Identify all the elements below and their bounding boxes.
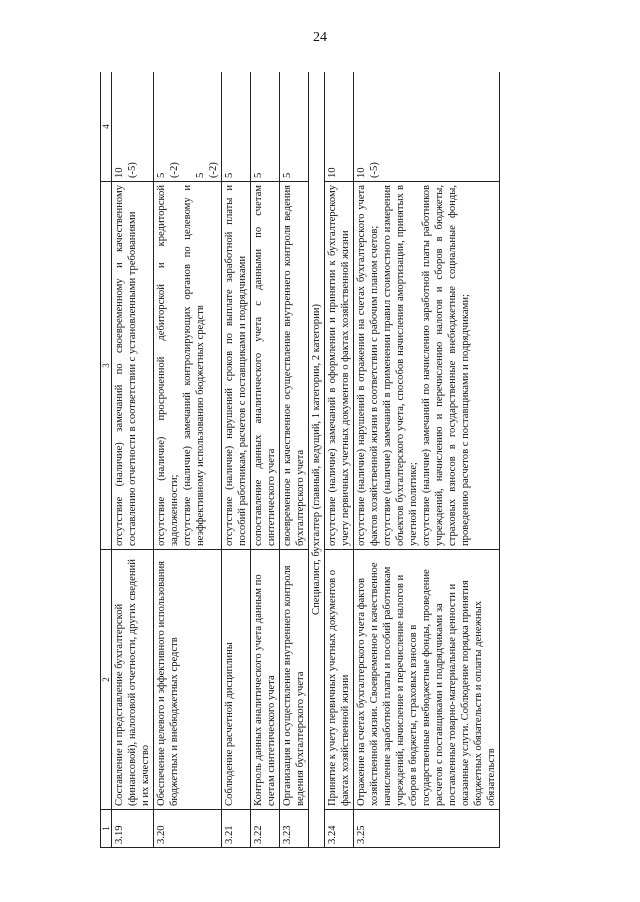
criteria-line: отсутствие (наличие) просроченной дебиторской и кредиторской задолженности; xyxy=(156,185,180,546)
row-number: 3.19 xyxy=(112,810,154,848)
header-cell-3: 3 xyxy=(101,182,112,550)
score-cell xyxy=(325,72,354,182)
score-cell xyxy=(280,72,309,182)
criteria-line: сопоставление данных аналитического учета с данными по счетам синтетического учета xyxy=(253,185,277,546)
score-value: 5 xyxy=(224,172,235,178)
indicator-cell: Принятие к учету первичных учетных документов о фактах хозяйственной жизни xyxy=(325,550,354,810)
indicator-cell: Обеспечение целевого и эффективного использования бюджетных и внебюджетных средств xyxy=(154,550,222,810)
criteria-line: отсутствие (наличие) нарушений в отражении на счетах бухгалтерского учета фактов хозяйственной жизни в соответствии с рабочим планом счетов; xyxy=(356,185,380,546)
score-value: 5 xyxy=(282,172,293,178)
score-value xyxy=(181,75,194,178)
row-number: 3.20 xyxy=(154,810,222,848)
row-number: 3.22 xyxy=(251,810,280,848)
criteria-cell xyxy=(280,182,309,550)
score-cell xyxy=(154,72,222,182)
score-cell xyxy=(354,72,500,182)
indicator-cell: Составление и представление бухгалтерской (финансовой), налоговой отчетности, других сведений и их качество xyxy=(112,550,154,810)
criteria-cell xyxy=(251,182,280,550)
criteria-line: отсутствие (наличие) замечаний в оформлении и принятии к бухгалтерскому учету первичных учетных документов о фактах хозяйственной жизни xyxy=(327,185,351,546)
criteria-line: отсутствие (наличие) замечаний в применении правил стоимостного измерения объектов бухгалтерского учета, способов начисления амортизации, принятых в учетной политике; xyxy=(382,185,419,546)
score-value: (-5) xyxy=(369,162,380,178)
header-cell-2: 2 xyxy=(101,550,112,810)
indicator-cell: Отражение на счетах бухгалтерского учета фактов хозяйственной жизни. Своевременное и качественное начисление заработной платы и пособий работникам учреждений, начисление и перечисление налогов и сборов в бюджеты, страховых взносов в государственные внебюджетные фонды, проведение расчетов с поставщиками и подрядчиками за поставленные товарно-материальные ценности и оказанные услуги. Соблюдение порядка принятия бюджетных обязательств и оплаты денежных обязательств xyxy=(354,550,500,810)
rotated-table-area xyxy=(100,72,529,848)
criteria-table xyxy=(100,72,500,848)
criteria-cell xyxy=(222,182,251,550)
score-value: 10 xyxy=(356,167,367,178)
score-cell xyxy=(222,72,251,182)
row-number: 3.23 xyxy=(280,810,309,848)
score-cell xyxy=(251,72,280,182)
header-row xyxy=(101,72,112,848)
table-body xyxy=(112,72,500,848)
score-value: 5 xyxy=(195,172,206,178)
section-title: Специалист, бухгалтер (главный, ведущий, 1 категории, 2 категории) xyxy=(309,72,325,848)
indicator-cell: Организация и осуществление внутреннего контроля ведения бухгалтерского учета xyxy=(280,550,309,810)
criteria-cell xyxy=(112,182,154,550)
indicator-cell: Соблюдение расчетной дисциплины xyxy=(222,550,251,810)
table-row xyxy=(222,72,251,848)
header-cell-1: 1 xyxy=(101,810,112,848)
header-cell-4: 4 xyxy=(101,72,112,182)
criteria-cell xyxy=(325,182,354,550)
score-value: (-2) xyxy=(169,162,180,178)
indicator-cell: Контроль данных аналитического учета данным по счетам синтетического учета xyxy=(251,550,280,810)
score-value: 5 xyxy=(156,172,167,178)
table-row xyxy=(325,72,354,848)
table-row xyxy=(112,72,154,848)
row-number: 3.24 xyxy=(325,810,354,848)
score-value: 5 xyxy=(253,172,264,178)
row-number: 3.25 xyxy=(354,810,500,848)
table-row xyxy=(251,72,280,848)
table-row xyxy=(280,72,309,848)
section-row xyxy=(309,72,325,848)
criteria-cell xyxy=(354,182,500,550)
criteria-line: своевременное и качественное осуществление внутреннего контроля ведения бухгалтерского учета xyxy=(282,185,306,546)
criteria-line: отсутствие (наличие) нарушений сроков по выплате заработной платы и пособий работникам, расчетов с поставщиками и подрядчиками xyxy=(224,185,248,546)
criteria-cell xyxy=(154,182,222,550)
page-number: 24 xyxy=(313,30,327,45)
criteria-line: отсутствие (наличие) замечаний по начислению заработной платы работников учреждений, начислению и перечислению налогов и сборов в бюджеты, страховых взносов в государственные внебюджетные социальные фонды, проведению расчетов с поставщиками и подрядчиками; xyxy=(421,185,471,546)
criteria-line: отсутствие (наличие) замечаний контролирующих органов по целевому и неэффективному использованию бюджетных средств xyxy=(182,185,206,546)
table-row xyxy=(354,72,500,848)
row-number: 3.21 xyxy=(222,810,251,848)
score-cell xyxy=(112,72,154,182)
score-value: (-2) xyxy=(208,162,219,178)
score-value: (-5) xyxy=(127,162,138,178)
score-value: 10 xyxy=(114,167,125,178)
criteria-line: отсутствие (наличие) замечаний по своевременному и качественному составлению отчетности в соответствии с установленными требованиями xyxy=(114,185,138,546)
table-row xyxy=(154,72,222,848)
score-value: 10 xyxy=(327,167,338,178)
rotated-table-wrapper xyxy=(100,72,529,848)
